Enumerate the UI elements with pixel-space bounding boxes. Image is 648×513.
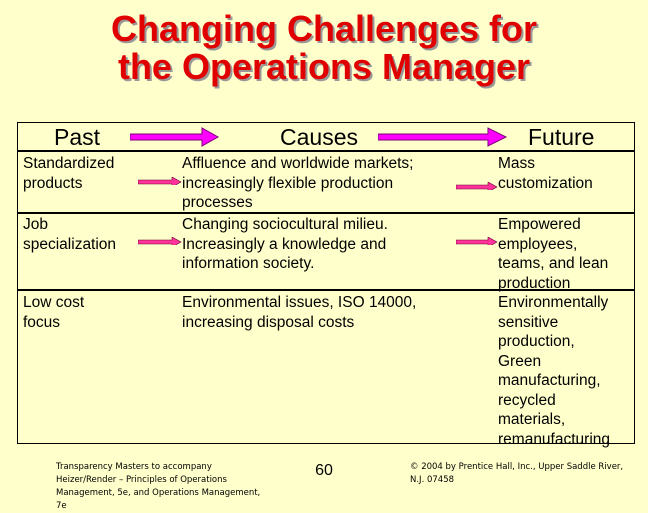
header-future: Future <box>528 124 595 150</box>
row2-arrow-right <box>456 237 498 245</box>
row2-future: Empowered employees, teams, and lean production <box>498 216 609 292</box>
header-arrow-past-causes <box>130 127 220 147</box>
row2-past: Job specialization <box>23 216 117 253</box>
row3-future: Environmentally sensitive production, Green manufacturing, recycled materials, remanufacturing <box>498 294 611 448</box>
slide-title <box>0 10 648 86</box>
row1-causes: Affluence and worldwide markets; increasingly flexible production processes <box>182 155 414 211</box>
footer-credit-left: Transparency Masters to accompany Heizer/Render – Principles of Operations Management, 5e, and Operations Management, 7e <box>56 462 261 511</box>
footer-copyright: © 2004 by Prentice Hall, Inc., Upper Saddle River, N.J. 07458 <box>410 462 624 485</box>
row2-causes: Changing sociocultural milieu. Increasingly a knowledge and information society. <box>182 216 388 272</box>
row1-arrow-left <box>138 177 182 185</box>
header-causes: Causes <box>280 124 358 150</box>
header-arrow-causes-future <box>378 127 508 147</box>
row3-causes: Environmental issues, ISO 14000, increasing disposal costs <box>182 294 417 331</box>
header-past: Past <box>54 124 101 150</box>
row1-arrow-right <box>456 182 498 190</box>
title-line-2: the Operations Manager <box>117 46 531 87</box>
header-divider <box>17 150 635 152</box>
row2-arrow-left <box>138 237 182 245</box>
row1-future: Mass customization <box>498 155 593 192</box>
page-number: 60 <box>315 462 333 479</box>
row1-past: Standardized products <box>23 155 115 192</box>
title-line-1: Changing Challenges for <box>110 8 538 49</box>
row3-past: Low cost focus <box>23 294 85 331</box>
